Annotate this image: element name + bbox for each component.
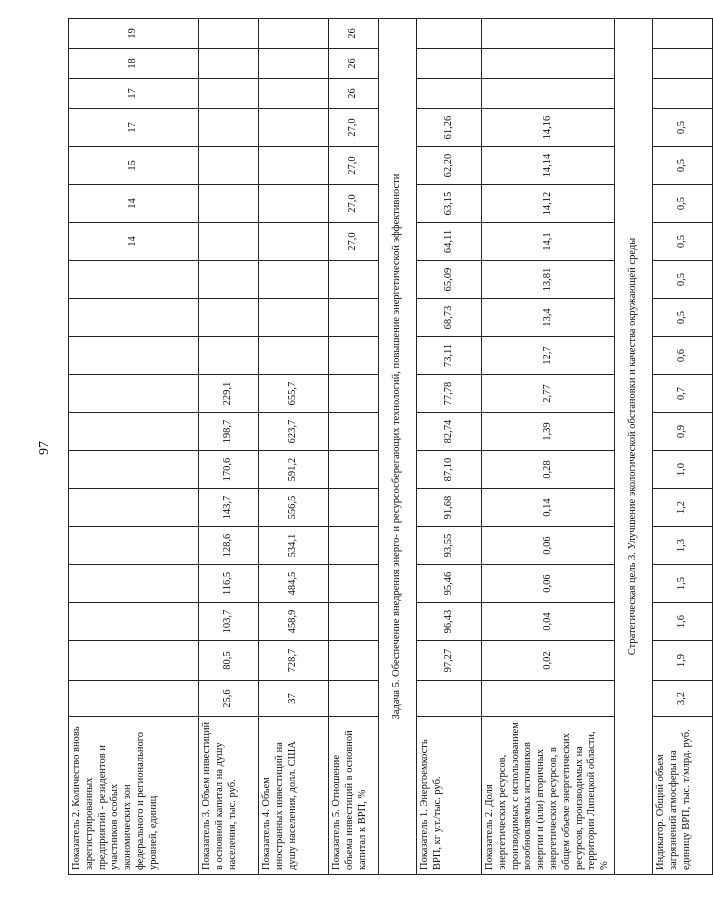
section-heading: Задача 5. Обеспечение внедрения энерго- и ресурсосберегающих технологий, повышение энергетической эффективности bbox=[379, 19, 417, 875]
table-cell bbox=[69, 299, 199, 337]
table-cell: 0,5 bbox=[652, 147, 712, 185]
table-cell bbox=[199, 223, 259, 261]
table-cell: 19 bbox=[69, 19, 199, 49]
table-cell: 91,68 bbox=[417, 489, 482, 527]
table-cell: 14,12 bbox=[482, 185, 615, 223]
table-cell: 61,26 bbox=[417, 109, 482, 147]
table-cell: 103,7 bbox=[199, 603, 259, 641]
table-cell bbox=[417, 19, 482, 49]
table-cell: 655,7 bbox=[259, 375, 329, 413]
table-cell: 556,5 bbox=[259, 489, 329, 527]
table-cell: 458,9 bbox=[259, 603, 329, 641]
table-cell: 0,5 bbox=[652, 299, 712, 337]
table-cell: 14,16 bbox=[482, 109, 615, 147]
table-cell: 77,78 bbox=[417, 375, 482, 413]
table-cell bbox=[199, 147, 259, 185]
table-cell: 14 bbox=[69, 223, 199, 261]
table-cell: 198,7 bbox=[199, 413, 259, 451]
table-cell bbox=[329, 489, 379, 527]
table-cell bbox=[329, 413, 379, 451]
table-cell bbox=[329, 375, 379, 413]
table-cell: 62,20 bbox=[417, 147, 482, 185]
table-cell: 13,81 bbox=[482, 261, 615, 299]
table-cell: 116,5 bbox=[199, 565, 259, 603]
table-cell: 27,0 bbox=[329, 109, 379, 147]
table-cell: 95,46 bbox=[417, 565, 482, 603]
table-row bbox=[69, 19, 199, 875]
table-cell: 1,39 bbox=[482, 413, 615, 451]
table-cell bbox=[329, 527, 379, 565]
table-cell bbox=[482, 19, 615, 49]
table-cell: 623,7 bbox=[259, 413, 329, 451]
table-cell: 0,14 bbox=[482, 489, 615, 527]
row-label: Индикатор. Общий объем загрязнений атмосферы на единицу ВРП, тыс. т/млрд. руб. bbox=[652, 717, 712, 875]
table-cell bbox=[69, 681, 199, 717]
table-cell: 534,1 bbox=[259, 527, 329, 565]
section-heading: Стратегическая цель 3. Улучшение экологической обстановки и качества окружающей среды bbox=[614, 19, 652, 875]
table-cell: 0,5 bbox=[652, 185, 712, 223]
table-cell bbox=[259, 79, 329, 109]
table-cell bbox=[259, 299, 329, 337]
table-cell bbox=[482, 79, 615, 109]
table-cell: 63,15 bbox=[417, 185, 482, 223]
table-cell: 26 bbox=[329, 49, 379, 79]
table-cell bbox=[69, 603, 199, 641]
table-cell: 0,5 bbox=[652, 261, 712, 299]
table-cell: 0,02 bbox=[482, 641, 615, 681]
table-cell bbox=[652, 79, 712, 109]
table-cell: 0,6 bbox=[652, 337, 712, 375]
table-cell bbox=[69, 261, 199, 299]
table-cell bbox=[199, 299, 259, 337]
table-cell: 2,77 bbox=[482, 375, 615, 413]
table-cell: 37 bbox=[259, 681, 329, 717]
table-cell bbox=[69, 527, 199, 565]
table-cell bbox=[329, 337, 379, 375]
table-cell bbox=[199, 185, 259, 223]
table-cell: 0,5 bbox=[652, 109, 712, 147]
table-cell bbox=[69, 489, 199, 527]
table-cell bbox=[259, 19, 329, 49]
table-cell: 1,0 bbox=[652, 451, 712, 489]
table-cell bbox=[482, 49, 615, 79]
table-cell: 14,14 bbox=[482, 147, 615, 185]
table-cell bbox=[482, 681, 615, 717]
table-cell: 14,1 bbox=[482, 223, 615, 261]
table-cell: 728,7 bbox=[259, 641, 329, 681]
table-cell: 87,10 bbox=[417, 451, 482, 489]
table-cell bbox=[329, 681, 379, 717]
section-row bbox=[614, 19, 652, 875]
table-cell bbox=[199, 19, 259, 49]
table-row bbox=[329, 19, 379, 875]
row-label: Показатель 3. Объем инвестиций в основной капитал на душу населения, тыс. руб. bbox=[199, 717, 259, 875]
table-cell: 591,2 bbox=[259, 451, 329, 489]
table-cell bbox=[199, 109, 259, 147]
table-cell: 26 bbox=[329, 19, 379, 49]
table-cell bbox=[259, 49, 329, 79]
table-cell: 3,2 bbox=[652, 681, 712, 717]
table-cell bbox=[259, 261, 329, 299]
table-cell bbox=[652, 49, 712, 79]
table-cell: 25,6 bbox=[199, 681, 259, 717]
table-cell bbox=[417, 49, 482, 79]
table-cell: 1,5 bbox=[652, 565, 712, 603]
table-cell: 484,5 bbox=[259, 565, 329, 603]
table-cell bbox=[259, 147, 329, 185]
row-label: Показатель 2. Доля энергетических ресурсов, производимых с использованием возобновляемых источников энергии и (или) вторичных энергетических ресурсов, в общем объеме энергетических ресурсов, производимых на территории Липецкой области, % bbox=[482, 717, 615, 875]
table-cell bbox=[329, 641, 379, 681]
indicator-table bbox=[68, 18, 713, 875]
table-row bbox=[652, 19, 712, 875]
table-cell: 1,6 bbox=[652, 603, 712, 641]
table-cell: 170,6 bbox=[199, 451, 259, 489]
table-cell bbox=[199, 337, 259, 375]
table-cell bbox=[417, 681, 482, 717]
table-cell: 12,7 bbox=[482, 337, 615, 375]
table-cell bbox=[417, 79, 482, 109]
table-cell: 26 bbox=[329, 79, 379, 109]
row-label: Показатель 4. Объем иностранных инвестиций на душу населения, долл. США bbox=[259, 717, 329, 875]
table-cell: 0,9 bbox=[652, 413, 712, 451]
table-cell: 80,5 bbox=[199, 641, 259, 681]
table-cell: 93,55 bbox=[417, 527, 482, 565]
table-cell: 0,06 bbox=[482, 527, 615, 565]
table-cell: 18 bbox=[69, 49, 199, 79]
table-cell bbox=[259, 337, 329, 375]
table-cell bbox=[259, 185, 329, 223]
table-cell bbox=[69, 413, 199, 451]
table-cell: 143,7 bbox=[199, 489, 259, 527]
table-cell: 64,11 bbox=[417, 223, 482, 261]
table-cell: 97,27 bbox=[417, 641, 482, 681]
indicator-table-container bbox=[68, 20, 692, 875]
table-cell: 68,73 bbox=[417, 299, 482, 337]
table-cell: 65,09 bbox=[417, 261, 482, 299]
table-cell bbox=[329, 603, 379, 641]
table-row bbox=[259, 19, 329, 875]
table-row bbox=[417, 19, 482, 875]
table-cell: 96,43 bbox=[417, 603, 482, 641]
table-cell: 229,1 bbox=[199, 375, 259, 413]
table-cell bbox=[199, 49, 259, 79]
table-cell bbox=[199, 79, 259, 109]
table-cell: 1,2 bbox=[652, 489, 712, 527]
table-cell: 73,11 bbox=[417, 337, 482, 375]
row-label: Показатель 5. Отношение объема инвестиций в основной капитал к ВРП, % bbox=[329, 717, 379, 875]
table-cell: 27,0 bbox=[329, 185, 379, 223]
table-cell bbox=[199, 261, 259, 299]
table-cell: 14 bbox=[69, 185, 199, 223]
table-cell: 82,74 bbox=[417, 413, 482, 451]
table-cell: 0,5 bbox=[652, 223, 712, 261]
table-cell: 15 bbox=[69, 147, 199, 185]
table-cell: 1,9 bbox=[652, 641, 712, 681]
table-cell: 17 bbox=[69, 79, 199, 109]
page-number: 97 bbox=[37, 441, 52, 455]
table-row bbox=[482, 19, 615, 875]
table-cell bbox=[329, 261, 379, 299]
table-row bbox=[199, 19, 259, 875]
row-label: Показатель 1. Энергоемкость ВРП, кг у.т./тыс. руб. bbox=[417, 717, 482, 875]
table-cell: 0,04 bbox=[482, 603, 615, 641]
table-cell: 27,0 bbox=[329, 223, 379, 261]
table-cell bbox=[69, 641, 199, 681]
table-cell bbox=[329, 451, 379, 489]
table-cell: 0,06 bbox=[482, 565, 615, 603]
table-cell: 27,0 bbox=[329, 147, 379, 185]
table-cell bbox=[69, 337, 199, 375]
table-cell: 17 bbox=[69, 109, 199, 147]
table-cell bbox=[329, 299, 379, 337]
row-label: Показатель 2. Количество вновь зарегистрированных предприятий - резидентов и участников особых экономических зон федерального и регионального уровней, единиц bbox=[69, 717, 199, 875]
table-cell: 0,7 bbox=[652, 375, 712, 413]
section-row bbox=[379, 19, 417, 875]
table-cell bbox=[69, 375, 199, 413]
table-cell: 13,4 bbox=[482, 299, 615, 337]
table-cell bbox=[259, 223, 329, 261]
table-cell bbox=[69, 565, 199, 603]
table-cell: 0,28 bbox=[482, 451, 615, 489]
table-cell: 1,3 bbox=[652, 527, 712, 565]
table-cell bbox=[259, 109, 329, 147]
table-cell bbox=[69, 451, 199, 489]
table-cell bbox=[652, 19, 712, 49]
table-cell: 128,6 bbox=[199, 527, 259, 565]
table-cell bbox=[329, 565, 379, 603]
